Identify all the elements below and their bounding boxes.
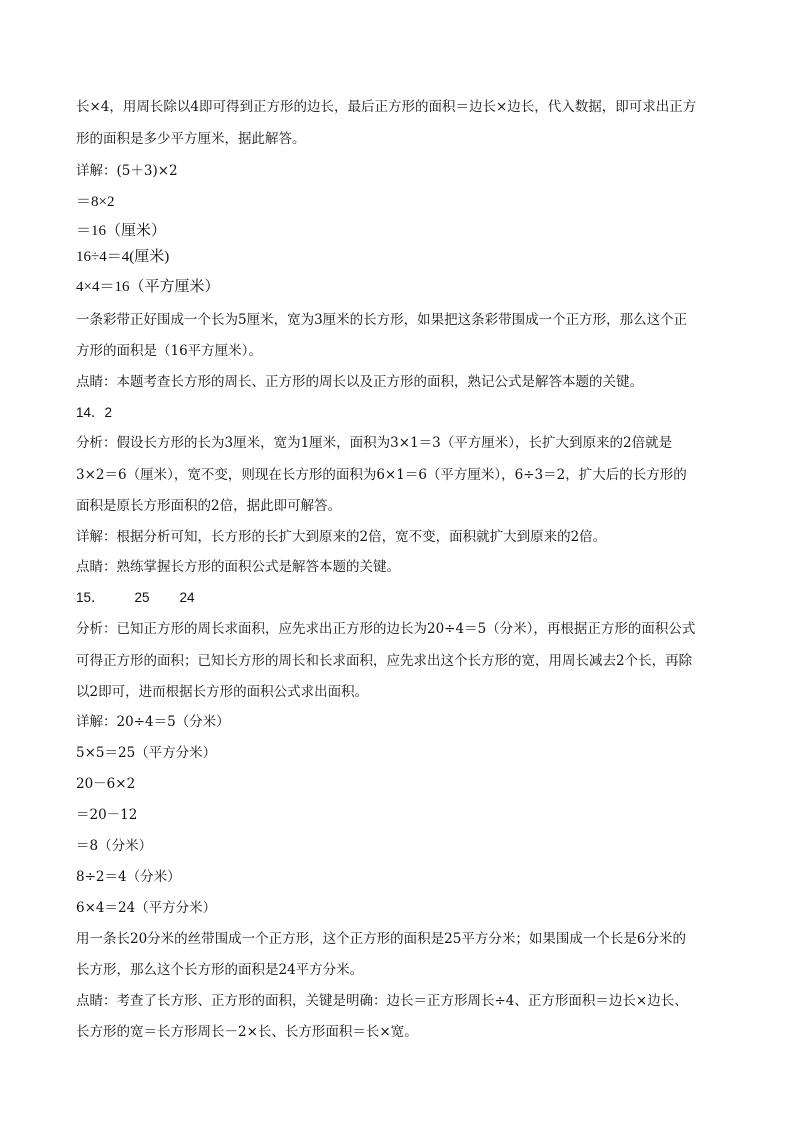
text-line: 分析：已知正方形的周长求面积，应先求出正方形的边长为20÷4＝5（分米），再根据正方形的面积公式	[76, 621, 696, 637]
formula-line: ＝8×2	[76, 194, 115, 210]
text-line: 一条彩带正好围成一个长为5厘米，宽为3厘米的长方形，如果把这条彩带围成一个正方形，那么这个正	[76, 312, 688, 328]
text-line: 形的面积是多少平方厘米，据此解答。	[76, 131, 306, 147]
text-line: 面积是原长方形面积的2倍，据此即可解答。	[76, 498, 342, 514]
text-line: ＝20－12	[76, 807, 138, 823]
text-line: 20－6×2	[76, 776, 136, 792]
text-line: 6×4＝24（平方分米）	[76, 900, 217, 916]
question-number: 15． 25 24	[76, 590, 195, 605]
text-line: 长方形的宽＝长方形周长－2×长、长方形面积＝长×宽。	[76, 1024, 418, 1040]
text-line: 分析：假设长方形的长为3厘米，宽为1厘米，面积为3×1＝3（平方厘米），长扩大到原来的2倍就是	[76, 435, 673, 451]
formula-line: ＝16（厘米）	[76, 223, 167, 239]
text-line: 8÷2＝4（分米）	[76, 869, 181, 885]
text-line: 以2即可，进而根据长方形的面积公式求出面积。	[76, 684, 369, 700]
text-line: 用一条长20分米的丝带围成一个正方形，这个正方形的面积是25平方分米；如果围成一个长是6分米的	[76, 931, 686, 947]
text-line: 详解：(5＋3)×2	[76, 163, 178, 179]
text-line: 长方形，那么这个长方形的面积是24平方分米。	[76, 962, 364, 978]
text-line: 3×2＝6（厘米），宽不变，则现在长方形的面积为6×1＝6（平方厘米），6÷3＝2，扩大后的长方形的	[76, 467, 687, 483]
text-line: 长×4，用周长除以4即可得到正方形的边长，最后正方形的面积＝边长×边长，代入数据，即可求出正方	[76, 99, 697, 115]
formula-line: 4×4＝16（平方厘米）	[76, 279, 220, 295]
text-line: 方形的面积是（16平方厘米）。	[76, 343, 262, 359]
text-line: 点睛：本题考查长方形的周长、正方形的周长以及正方形的面积，熟记公式是解答本题的关键。	[76, 374, 643, 390]
text-line: 详解：根据分析可知，长方形的长扩大到原来的2倍，宽不变，面积就扩大到原来的2倍。	[76, 529, 607, 545]
text-line: 点睛：考查了长方形、正方形的面积，关键是明确：边长＝正方形周长÷4、正方形面积＝边长×边长、	[76, 993, 688, 1009]
text-line: 5×5＝25（平方分米）	[76, 745, 217, 761]
text-line: ＝8（分米）	[76, 838, 153, 854]
text-line: 详解：20÷4＝5（分米）	[76, 714, 230, 730]
formula-line: 16÷4＝4(厘米)	[76, 249, 170, 265]
question-number: 14．2	[76, 405, 113, 420]
text-line: 可得正方形的面积；已知长方形的周长和长求面积，应先求出这个长方形的宽，用周长减去2个长，再除	[76, 653, 693, 669]
text-line: 点睛：熟练掌握长方形的面积公式是解答本题的关键。	[76, 559, 400, 575]
